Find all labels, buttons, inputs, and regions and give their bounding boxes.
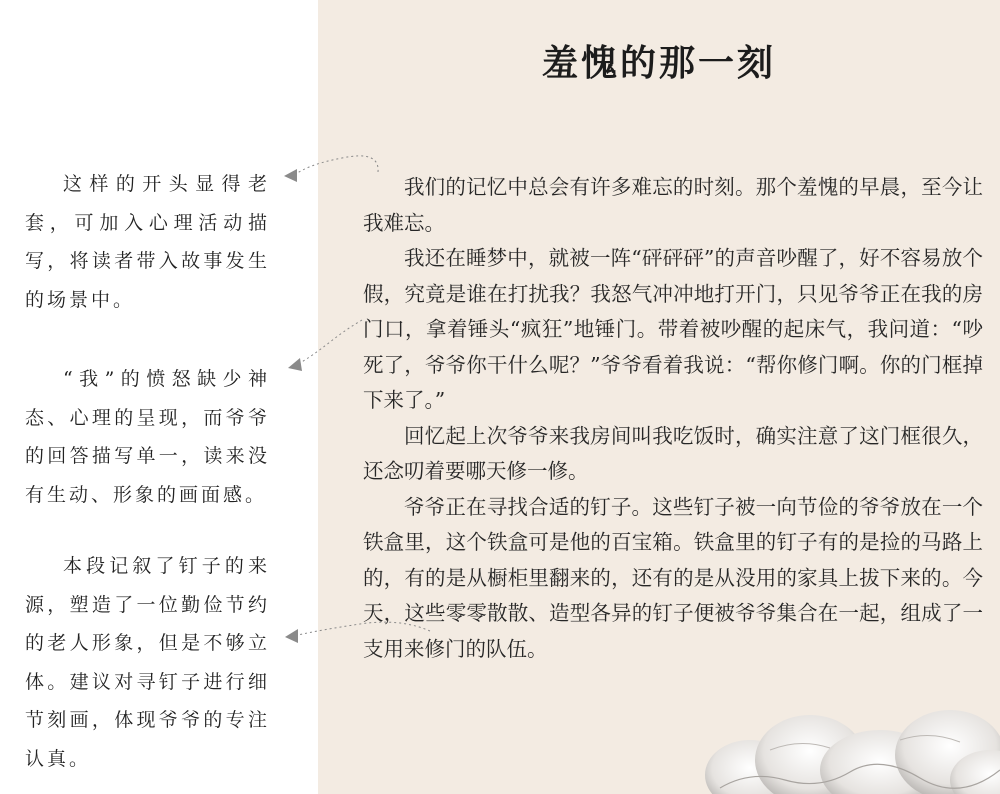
cloud-decoration — [690, 700, 1000, 794]
essay-body — [363, 170, 983, 667]
essay-paragraph: 我们的记忆中总会有许多难忘的时刻。那个羞愧的早晨，至今让我难忘。 — [363, 175, 983, 235]
annotation-note: “我”的愤怒缺少神态、心理的呈现，而爷爷的回答描写单一，读来没有生动、形象的画面感。 — [25, 368, 270, 506]
essay-paragraph: 爷爷正在寻找合适的钉子。这些钉子被一向节俭的爷爷放在一个铁盒里，这个铁盒可是他的百宝箱。铁盒里的钉子有的是捡的马路上的，有的是从橱柜里翻来的，还有的是从没用的家具上拔下来的。今天，这些零零散散、造型各异的钉子便被爷爷集合在一起，组成了一支用来修门的队伍。 — [363, 494, 983, 661]
annotation-note: 本段记叙了钉子的来源，塑造了一位勤俭节约的老人形象，但是不够立体。建议对寻钉子进行细节刻画，体现爷爷的专注认真。 — [25, 555, 270, 770]
annotation-note: 这样的开头显得老套，可加入心理活动描写，将读者带入故事发生的场景中。 — [25, 173, 270, 311]
essay-title: 羞愧的那一刻 — [541, 42, 776, 84]
essay-paragraph: 我还在睡梦中，就被一阵“砰砰砰”的声音吵醒了，好不容易放个假，究竟是谁在打扰我？我怒气冲冲地打开门，只见爷爷正在我的房门口，拿着锤头“疯狂”地锤门。带着被吵醒的起床气，我问道：“吵死了，爷爷你干什么呢？”爷爷看着我说：“帮你修门啊。你的门框掉下来了。” — [363, 246, 983, 412]
essay-paragraph: 回忆起上次爷爷来我房间叫我吃饭时，确实注意了这门框很久，还念叨着要哪天修一修。 — [363, 423, 983, 483]
